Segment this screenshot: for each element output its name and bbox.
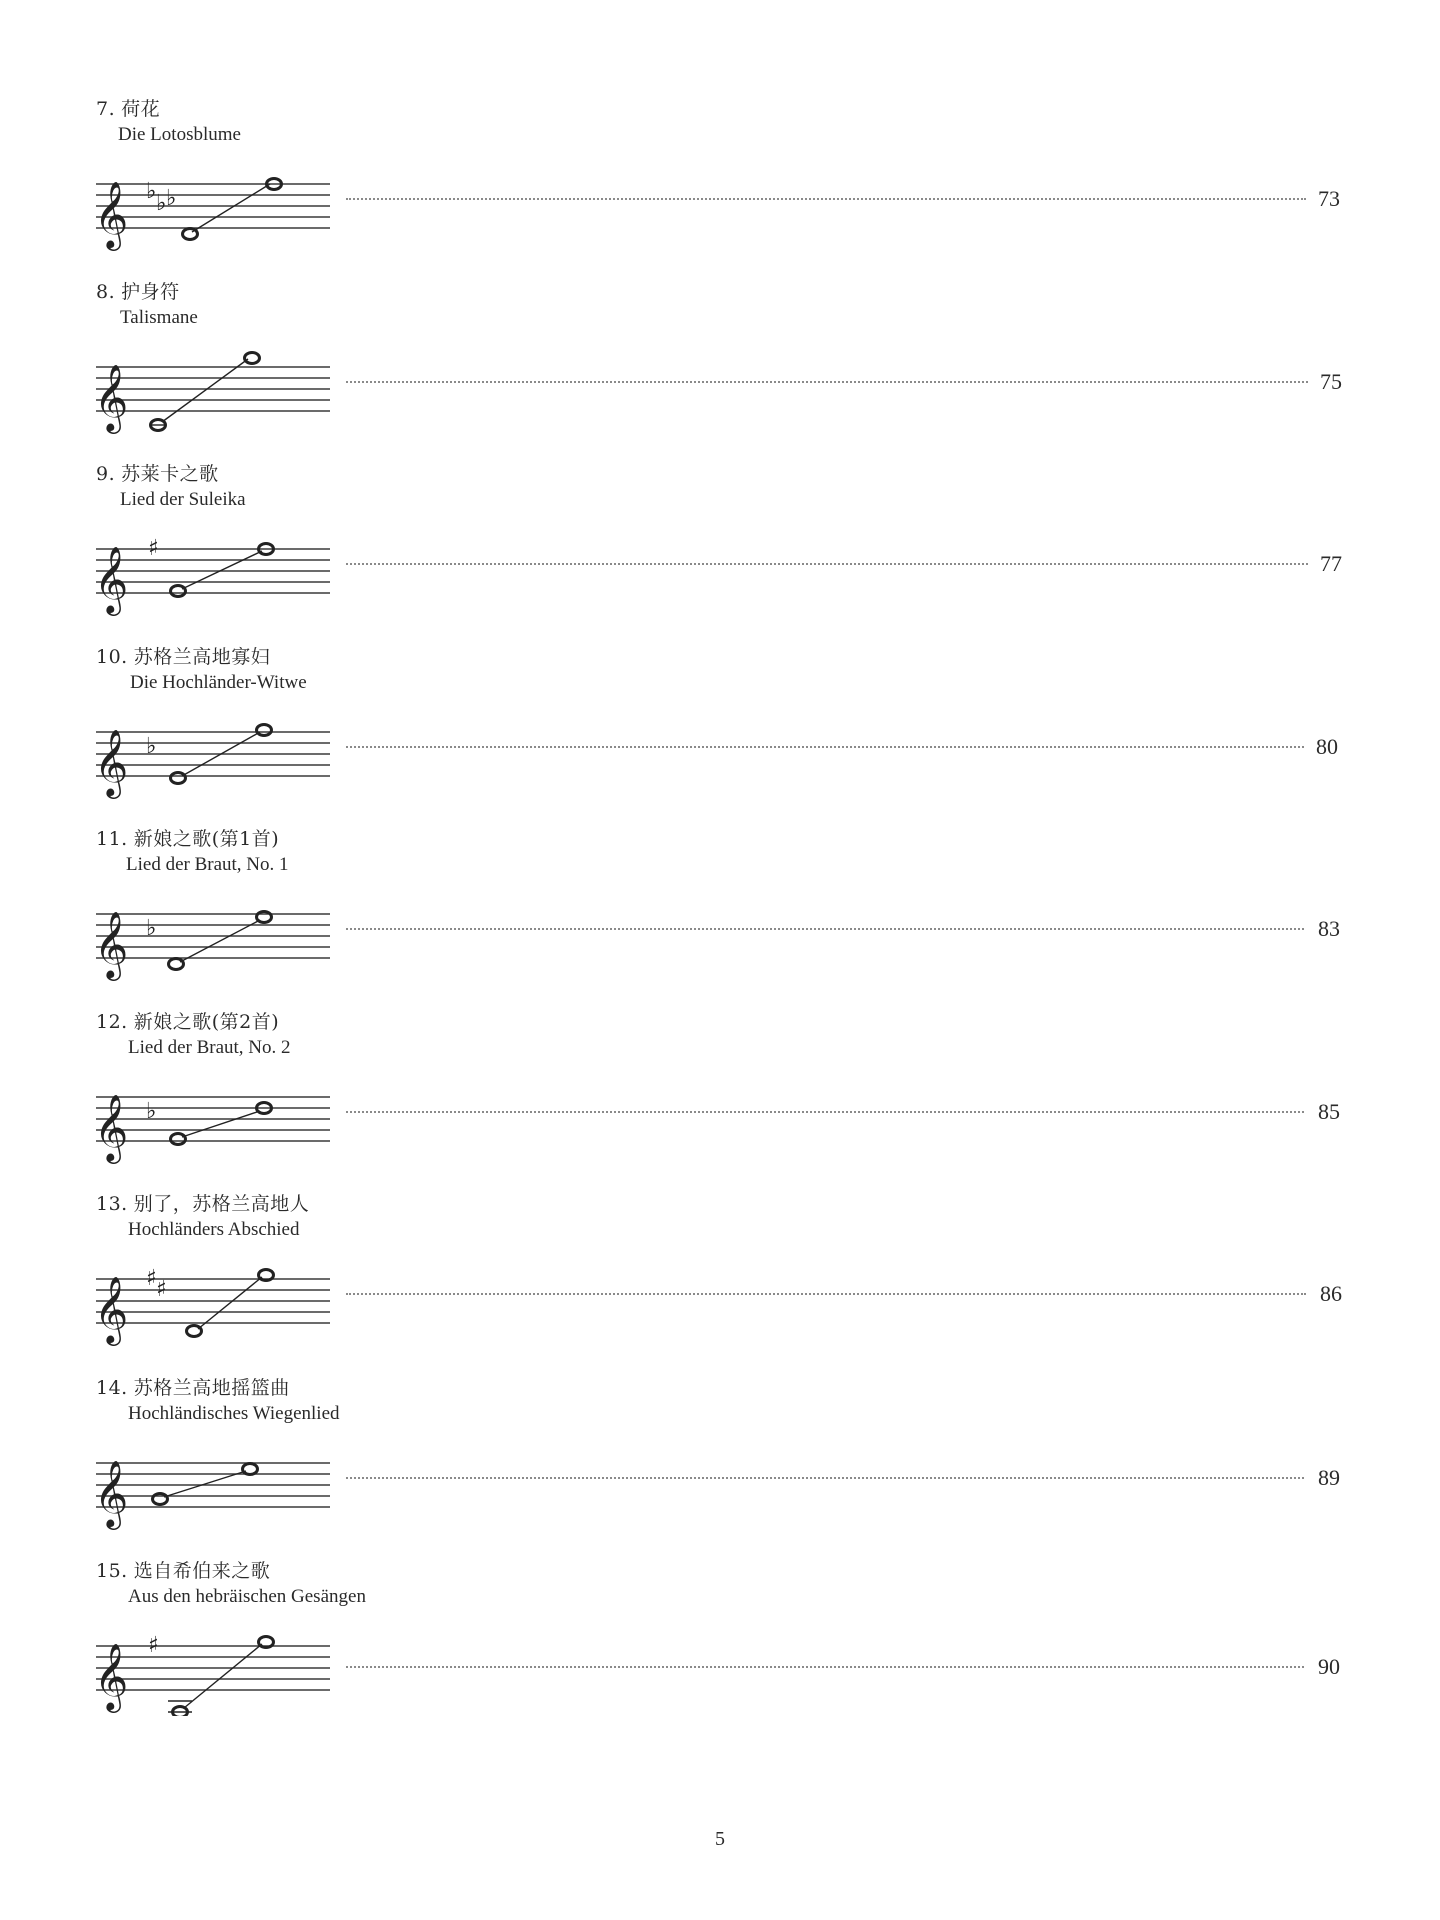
- entry-number: 15.: [96, 1560, 128, 1582]
- entry-title-zh: 苏格兰高地摇篮曲: [133, 1377, 290, 1399]
- incipit-staff: [94, 702, 344, 802]
- entry-subtitle: Aus den hebräischen Gesängen: [128, 1586, 366, 1607]
- toc-entry[interactable]: [0, 94, 1440, 274]
- entry-title: [96, 94, 160, 121]
- treble-clef-icon: 𝄞: [94, 1642, 129, 1710]
- sharp-icon: ♯: [148, 536, 159, 561]
- high-note: [243, 1464, 258, 1475]
- incipit-staff: [94, 337, 344, 437]
- dot-leader: [346, 1666, 1304, 1668]
- incipit-staff: [94, 519, 344, 619]
- entry-subtitle: Lied der Braut, No. 1: [126, 854, 289, 875]
- flat-icon: ♭: [166, 186, 177, 211]
- entry-title-zh: 苏格兰高地寡妇: [133, 646, 271, 668]
- flat-icon: ♭: [146, 916, 157, 941]
- dot-leader: [346, 746, 1304, 748]
- toc-entry[interactable]: [0, 277, 1440, 457]
- entry-number: 10.: [96, 646, 128, 668]
- incipit-staff: [94, 1067, 344, 1167]
- treble-clef-icon: 𝄞: [94, 1275, 129, 1343]
- entry-title-zh: 新娘之歌(第1首): [133, 828, 280, 850]
- entry-title: [96, 824, 279, 851]
- sharp-icon: ♯: [156, 1277, 167, 1302]
- entry-page-number: 86: [1320, 1281, 1342, 1306]
- treble-clef-icon: 𝄞: [94, 180, 129, 248]
- low-note: [171, 773, 186, 784]
- high-note: [257, 912, 272, 923]
- entry-subtitle: Lied der Braut, No. 2: [128, 1037, 291, 1058]
- incipit-staff: [94, 154, 344, 254]
- entry-number: 7.: [96, 98, 116, 120]
- entry-page-number: 90: [1318, 1654, 1340, 1679]
- entry-title: [96, 642, 270, 669]
- entry-title-zh: 选自希伯来之歌: [133, 1560, 271, 1582]
- toc-entry[interactable]: [0, 1556, 1440, 1736]
- flat-icon: ♭: [146, 734, 157, 759]
- entry-page-number: 73: [1318, 186, 1340, 211]
- sharp-icon: ♯: [148, 1633, 159, 1658]
- interval-line: [164, 1471, 246, 1497]
- incipit-staff: [94, 1249, 344, 1349]
- interval-line: [180, 920, 260, 962]
- entry-title: [96, 277, 180, 304]
- interval-line: [182, 1111, 260, 1137]
- interval-line: [162, 359, 248, 422]
- entry-subtitle: Talismane: [120, 307, 198, 328]
- high-note: [257, 725, 272, 736]
- entry-subtitle: Lied der Suleika: [120, 489, 246, 510]
- entry-page-number: 80: [1316, 734, 1338, 759]
- toc-entry[interactable]: [0, 1007, 1440, 1187]
- low-note: [171, 1134, 186, 1145]
- entry-number: 11.: [96, 828, 128, 850]
- interval-line: [192, 184, 270, 232]
- entry-title-zh: 护身符: [121, 281, 180, 303]
- entry-title: [96, 1007, 279, 1034]
- treble-clef-icon: 𝄞: [94, 363, 129, 431]
- dot-leader: [346, 1477, 1304, 1479]
- dot-leader: [346, 563, 1308, 565]
- entry-page-number: 83: [1318, 916, 1340, 941]
- interval-line: [182, 551, 262, 589]
- treble-clef-icon: 𝄞: [94, 728, 129, 796]
- low-note: [183, 229, 198, 240]
- entry-title: [96, 1373, 290, 1400]
- low-note: [173, 1707, 188, 1717]
- page-folio: 5: [715, 1828, 725, 1850]
- high-note: [245, 353, 260, 364]
- dot-leader: [346, 381, 1308, 383]
- dot-leader: [346, 198, 1306, 200]
- sharp-icon: ♯: [146, 1266, 157, 1291]
- toc-entry[interactable]: [0, 1373, 1440, 1553]
- toc-entry[interactable]: [0, 824, 1440, 1004]
- entry-number: 9.: [96, 463, 116, 485]
- entry-page-number: 89: [1318, 1465, 1340, 1490]
- interval-line: [184, 1644, 262, 1708]
- incipit-staff: [94, 884, 344, 984]
- entry-number: 12.: [96, 1011, 128, 1033]
- incipit-staff: [94, 1433, 344, 1533]
- dot-leader: [346, 928, 1304, 930]
- entry-page-number: 85: [1318, 1099, 1340, 1124]
- entry-title-zh: 别了，苏格兰高地人: [133, 1193, 310, 1215]
- dot-leader: [346, 1293, 1306, 1295]
- low-note: [187, 1326, 202, 1337]
- treble-clef-icon: 𝄞: [94, 1093, 129, 1161]
- entry-title-zh: 苏莱卡之歌: [121, 463, 219, 485]
- flat-icon: ♭: [156, 191, 167, 216]
- entry-title-zh: 荷花: [121, 98, 161, 120]
- entry-subtitle: Die Lotosblume: [118, 124, 241, 145]
- entry-title-zh: 新娘之歌(第2首): [133, 1011, 280, 1033]
- low-note: [171, 586, 186, 597]
- entry-number: 14.: [96, 1377, 128, 1399]
- entry-title: [96, 1556, 270, 1583]
- interval-line: [198, 1277, 262, 1329]
- entry-number: 8.: [96, 281, 116, 303]
- entry-number: 13.: [96, 1193, 128, 1215]
- toc-entry[interactable]: [0, 1189, 1440, 1369]
- entry-title: [96, 1189, 309, 1216]
- entry-subtitle: Die Hochländer-Witwe: [130, 672, 307, 693]
- entry-subtitle: Hochländisches Wiegenlied: [128, 1403, 340, 1424]
- toc-entry[interactable]: [0, 459, 1440, 639]
- entry-title: [96, 459, 219, 486]
- flat-icon: ♭: [146, 1099, 157, 1124]
- treble-clef-icon: 𝄞: [94, 910, 129, 978]
- entry-page-number: 75: [1320, 369, 1342, 394]
- treble-clef-icon: 𝄞: [94, 545, 129, 613]
- toc-entry[interactable]: [0, 642, 1440, 822]
- low-note: [169, 959, 184, 970]
- incipit-staff: [94, 1616, 344, 1716]
- entry-subtitle: Hochländers Abschied: [128, 1219, 300, 1240]
- treble-clef-icon: 𝄞: [94, 1459, 129, 1527]
- flat-icon: ♭: [146, 179, 157, 204]
- entry-page-number: 77: [1320, 551, 1342, 576]
- low-note: [153, 1494, 168, 1505]
- dot-leader: [346, 1111, 1304, 1113]
